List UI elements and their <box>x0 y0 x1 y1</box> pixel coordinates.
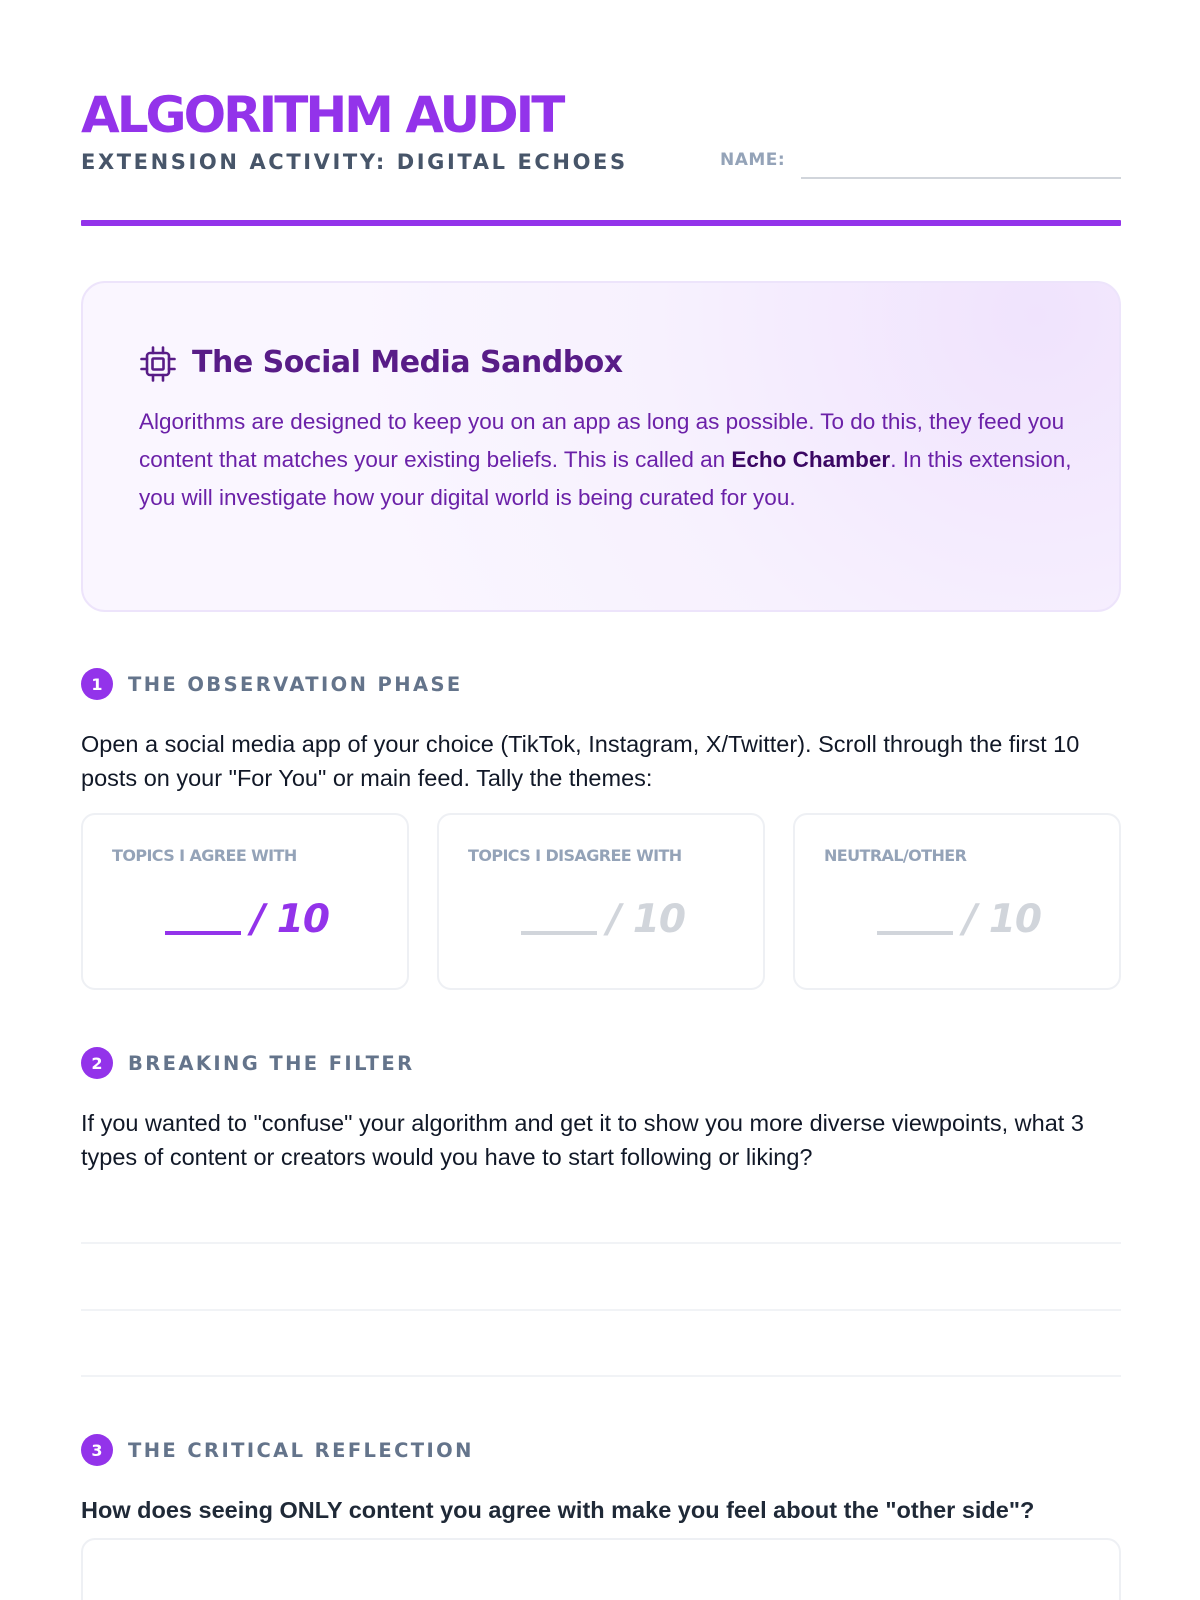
page-title: ALGORITHM AUDIT <box>81 86 563 144</box>
intro-title: The Social Media Sandbox <box>192 345 623 380</box>
answer-line-2[interactable] <box>81 1309 1121 1311</box>
section-1-header <box>81 667 463 701</box>
section-number-badge: 2 <box>81 1047 113 1079</box>
tally-score[interactable] <box>83 897 411 942</box>
header-divider <box>81 220 1121 226</box>
section-1-prompt: Open a social media app of your choice (TikTok, Instagram, X/Twitter). Scroll through the first 10 posts on your "For You" or main feed. Tally the themes: <box>81 731 1080 791</box>
worksheet-page <box>81 0 1121 1600</box>
tally-card-disagree[interactable] <box>437 813 765 990</box>
tally-label: TOPICS I DISAGREE WITH <box>468 846 682 865</box>
section-title: THE CRITICAL REFLECTION <box>128 1438 474 1462</box>
section-2-prompt: If you wanted to "confuse" your algorithm and get it to show you more diverse viewpoints, what 3 types of content or creators would you have to start following or liking? <box>81 1110 1084 1170</box>
intro-body <box>139 403 1079 517</box>
page-subtitle: EXTENSION ACTIVITY: DIGITAL ECHOES <box>81 150 628 174</box>
section-title: THE OBSERVATION PHASE <box>128 672 463 696</box>
reflection-answer-box[interactable] <box>81 1538 1121 1600</box>
tally-blank[interactable] <box>165 931 241 935</box>
intro-echo-chamber-term: Echo Chamber <box>731 447 891 472</box>
intro-text-part2: . In this extension, you will investigate how your digital world is being curated for you. <box>139 447 1072 510</box>
tally-score[interactable] <box>439 897 767 942</box>
tally-label: TOPICS I AGREE WITH <box>112 846 297 865</box>
name-label: NAME: <box>720 150 786 170</box>
tally-total: / 10 <box>250 897 330 942</box>
section-3-header <box>81 1433 474 1467</box>
tally-score[interactable] <box>795 897 1123 942</box>
intro-card <box>81 281 1121 612</box>
tally-total: / 10 <box>962 897 1042 942</box>
section-2-header <box>81 1046 415 1080</box>
cpu-chip-icon <box>140 346 176 382</box>
tally-blank[interactable] <box>877 931 953 935</box>
tally-total: / 10 <box>606 897 686 942</box>
intro-text-part1: Algorithms are designed to keep you on an app as long as possible. To do this, they feed you content that matches your existing beliefs. This is called an <box>139 409 1065 472</box>
tally-card-neutral[interactable] <box>793 813 1121 990</box>
section-number-badge: 1 <box>81 668 113 700</box>
tally-label: NEUTRAL/OTHER <box>824 846 967 865</box>
section-3-prompt: How does seeing ONLY content you agree with make you feel about the "other side"? <box>81 1497 1035 1523</box>
tally-blank[interactable] <box>521 931 597 935</box>
section-number-badge: 3 <box>81 1434 113 1466</box>
answer-line-1[interactable] <box>81 1242 1121 1244</box>
name-field[interactable] <box>801 177 1121 179</box>
answer-line-3[interactable] <box>81 1375 1121 1377</box>
tally-card-agree[interactable] <box>81 813 409 990</box>
section-title: BREAKING THE FILTER <box>128 1051 415 1075</box>
